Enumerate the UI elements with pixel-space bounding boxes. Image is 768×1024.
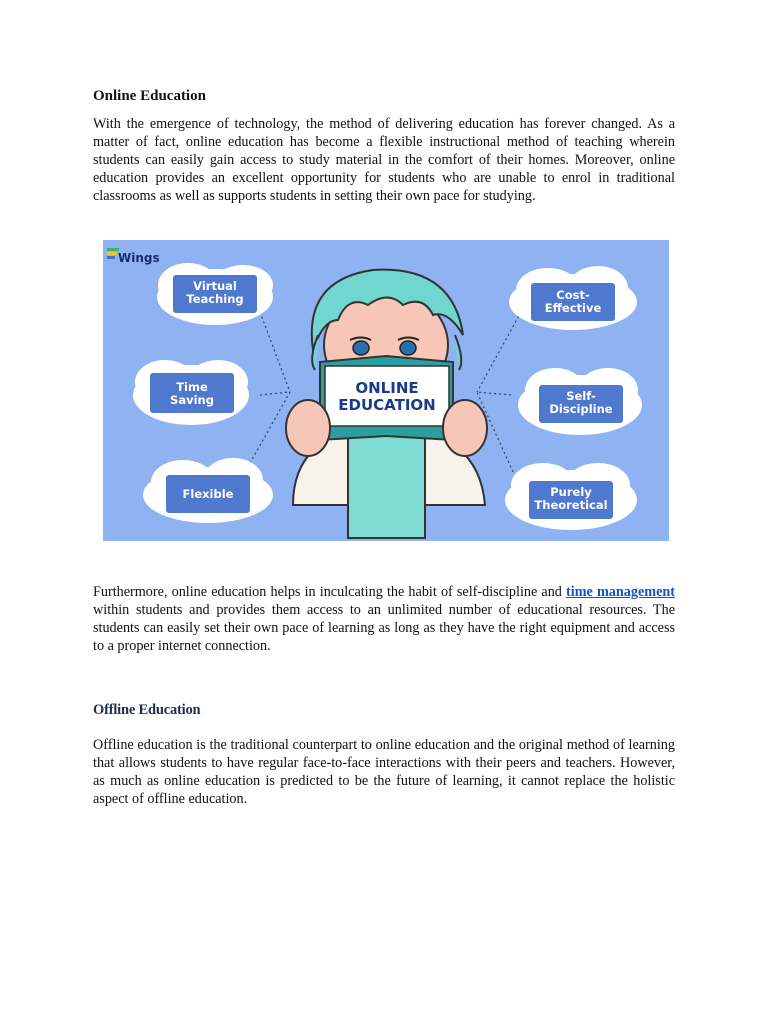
label-theoretical: Theoretical	[534, 498, 608, 512]
para2-text-before: Furthermore, online education helps in inculcating the habit of self-discipline and	[93, 584, 567, 600]
label-effective: Effective	[544, 301, 602, 315]
brand-name: Wings	[118, 251, 160, 265]
label-cost: Cost-	[556, 288, 590, 302]
para2-text-after: within students and provides them access to an unlimited number of educational resources. The students can easily set their own pace of learning as long as they have the right equipment and access to a proper internet connection.	[93, 602, 675, 655]
time-management-link[interactable]: time management	[566, 584, 675, 600]
label-teaching: Teaching	[186, 292, 244, 306]
label-virtual: Virtual	[193, 279, 237, 293]
label-saving: Saving	[170, 393, 214, 407]
online-education-infographic	[103, 240, 669, 541]
offline-education-heading: Offline Education	[93, 702, 201, 718]
label-self: Self-	[566, 389, 596, 403]
book-title-line2: EDUCATION	[338, 396, 436, 414]
label-time: Time	[176, 380, 208, 394]
online-education-benefits-paragraph	[93, 583, 675, 655]
offline-education-paragraph: Offline education is the traditional counterpart to online education and the original method of learning that allows students to have regular face-to-face interactions with their peers and teachers. However, as much as online education is predicted to be the future of learning, it cannot replace the holistic aspect of offline education.	[93, 737, 675, 808]
label-purely: Purely	[550, 485, 592, 499]
online-education-heading: Online Education	[93, 88, 206, 104]
online-education-paragraph: With the emergence of technology, the method of delivering education has forever changed. As a matter of fact, online education has become a flexible instructional method of teaching wherein students can easily gain access to study material in the comfort of their homes. Moreover, online education provides an excellent opportunity for students who are unable to enrol in traditional classrooms as well as supports students in setting their own pace for studying.	[93, 116, 675, 205]
student-reading-illustration	[286, 270, 487, 538]
book-title-line1: ONLINE	[355, 379, 419, 397]
label-discipline: Discipline	[549, 402, 613, 416]
label-flexible: Flexible	[182, 487, 234, 501]
